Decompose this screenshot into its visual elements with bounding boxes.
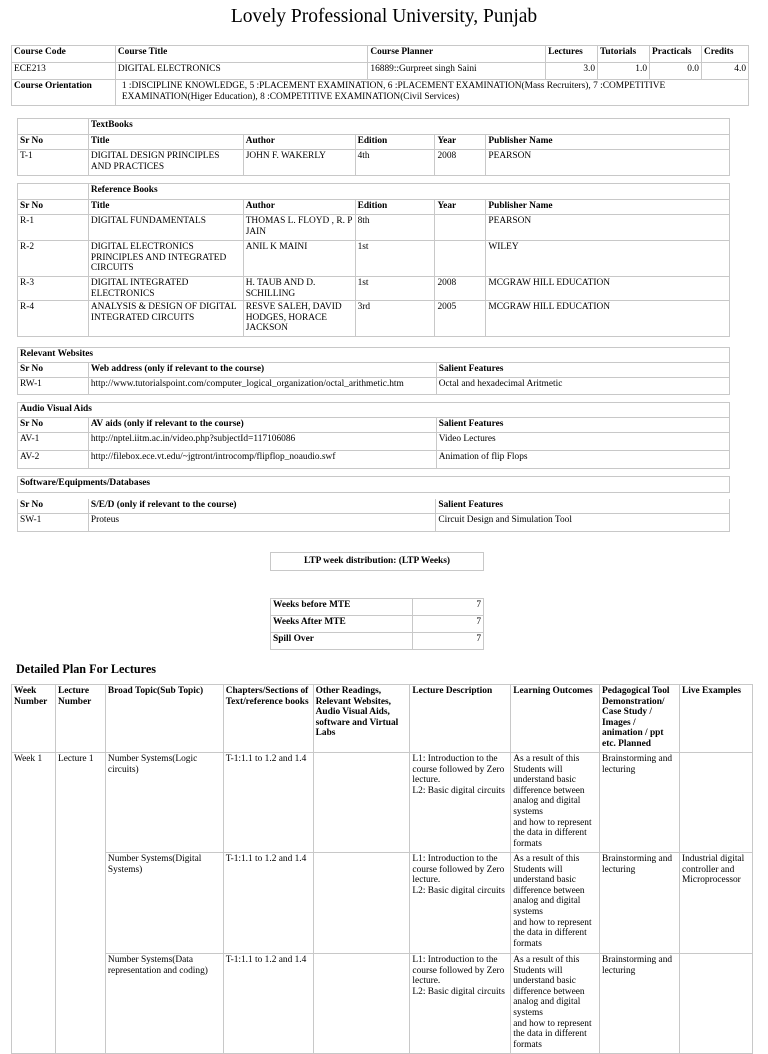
- av-features: Animation of flip Flops: [436, 451, 729, 469]
- plan-readings: [313, 954, 410, 1054]
- header-practicals: Practicals: [650, 46, 702, 63]
- book-edition: 4th: [355, 150, 435, 176]
- plan-chapters: T-1:1.1 to 1.2 and 1.4: [223, 954, 313, 1054]
- plan-header-outcomes: Learning Outcomes: [511, 685, 600, 753]
- plan-header-lecture: Lecture Number: [55, 685, 105, 753]
- plan-tool: Brainstorming and lecturing: [600, 753, 680, 853]
- plan-tool: Brainstorming and lecturing: [600, 954, 680, 1054]
- book-year: 2008: [435, 277, 486, 301]
- rb-header-sr: Sr No: [18, 200, 89, 215]
- sw-header-address: S/E/D (only if relevant to the course): [88, 499, 435, 514]
- weeks-after-mte-value: 7: [413, 616, 484, 633]
- av-aids-label: Audio Visual Aids: [18, 403, 730, 418]
- plan-header-week: Week Number: [12, 685, 56, 753]
- tb-header-author: Author: [243, 135, 355, 150]
- ltp-title-table: [270, 552, 484, 571]
- book-edition: 1st: [355, 277, 435, 301]
- web-header-address: Web address (only if relevant to the course): [88, 363, 436, 378]
- tb-header-year: Year: [435, 135, 486, 150]
- plan-tool: Brainstorming and lecturing: [600, 853, 680, 954]
- course-planner: 16889::Gurpreet singh Saini: [368, 63, 546, 80]
- av-address-link: http://filebox.ece.vt.edu/~jgtront/introcomp/flipflop_noaudio.swf: [88, 451, 436, 469]
- table-row: [18, 451, 730, 469]
- rb-header-year: Year: [435, 200, 486, 215]
- plan-header-examples: Live Examples: [679, 685, 752, 753]
- book-sr: R-4: [18, 301, 89, 337]
- table-row: [18, 301, 730, 337]
- ltp-title: LTP week distribution: (LTP Weeks): [271, 553, 484, 571]
- table-row: [18, 433, 730, 451]
- lectures-value: 3.0: [546, 63, 598, 80]
- book-edition: 1st: [355, 241, 435, 277]
- plan-topic: Number Systems(Data representation and coding): [105, 954, 223, 1054]
- header-course-planner: Course Planner: [368, 46, 546, 63]
- book-year: [435, 241, 486, 277]
- plan-outcomes: As a result of this Students will understand basic difference between analog and digital systems and how to represent the data in different formats: [511, 753, 600, 853]
- book-sr: R-3: [18, 277, 89, 301]
- plan-lecture: Lecture 1: [55, 753, 105, 1054]
- lecture-plan-table: [11, 684, 753, 1054]
- book-sr: R-1: [18, 215, 89, 241]
- plan-description: L1: Introduction to the course followed by Zero lecture. L2: Basic digital circuits: [410, 853, 511, 954]
- plan-week: Week 1: [12, 753, 56, 1054]
- plan-examples: [679, 954, 752, 1054]
- plan-header-readings: Other Readings, Relevant Websites, Audio Visual Aids, software and Virtual Labs: [313, 685, 410, 753]
- websites-label: Relevant Websites: [18, 348, 730, 363]
- sw-features: Circuit Design and Simulation Tool: [436, 514, 730, 532]
- ltp-weeks-table: [270, 598, 484, 650]
- spill-over-value: 7: [413, 633, 484, 650]
- weeks-after-mte-label: Weeks After MTE: [271, 616, 413, 633]
- book-year: [435, 215, 486, 241]
- book-publisher: MCGRAW HILL EDUCATION: [486, 277, 730, 301]
- plan-readings: [313, 753, 410, 853]
- web-address-link: http://www.tutorialspoint.com/computer_logical_organization/octal_arithmetic.htm: [88, 378, 436, 395]
- table-row: [18, 514, 730, 532]
- credits-value: 4.0: [701, 63, 748, 80]
- table-row: [12, 954, 753, 1054]
- course-code: ECE213: [12, 63, 116, 80]
- table-row: [12, 853, 753, 954]
- table-row: [18, 215, 730, 241]
- table-row: [18, 150, 730, 176]
- table-row: [18, 277, 730, 301]
- websites-table: [17, 347, 730, 469]
- plan-header-tool: Pedagogical Tool Demonstration/ Case Study / Images / animation / ppt etc. Planned: [600, 685, 680, 753]
- sw-sr: SW-1: [18, 514, 89, 532]
- lecture-plan-heading: Detailed Plan For Lectures: [16, 662, 157, 676]
- page-title: Lovely Professional University, Punjab: [230, 6, 538, 27]
- plan-topic: Number Systems(Digital Systems): [105, 853, 223, 954]
- course-title: DIGITAL ELECTRONICS: [115, 63, 368, 80]
- textbooks-label: TextBooks: [88, 119, 729, 135]
- tb-header-edition: Edition: [355, 135, 435, 150]
- rb-header-author: Author: [243, 200, 355, 215]
- header-course-code: Course Code: [12, 46, 116, 63]
- rb-header-edition: Edition: [355, 200, 435, 215]
- tb-header-sr: Sr No: [18, 135, 89, 150]
- av-address-link: http://nptel.iitm.ac.in/video.php?subjectId=117106086: [88, 433, 436, 451]
- book-title: ANALYSIS & DESIGN OF DIGITAL INTEGRATED CIRCUITS: [88, 301, 243, 337]
- plan-outcomes: As a result of this Students will understand basic difference between analog and digital systems and how to represent the data in different formats: [511, 853, 600, 954]
- book-title: DIGITAL DESIGN PRINCIPLES AND PRACTICES: [88, 150, 243, 176]
- book-author: H. TAUB AND D. SCHILLING: [243, 277, 355, 301]
- table-row: [18, 241, 730, 277]
- plan-header-description: Lecture Description: [410, 685, 511, 753]
- book-author: RESVE SALEH, DAVID HODGES, HORACE JACKSON: [243, 301, 355, 337]
- plan-header-chapters: Chapters/Sections of Text/reference books: [223, 685, 313, 753]
- book-author: THOMAS L. FLOYD , R. P JAIN: [243, 215, 355, 241]
- tb-header-publisher: Publisher Name: [486, 135, 730, 150]
- plan-description: L1: Introduction to the course followed by Zero lecture. L2: Basic digital circuits: [410, 954, 511, 1054]
- table-row: [12, 753, 753, 853]
- weeks-before-mte-label: Weeks before MTE: [271, 599, 413, 616]
- course-info-table: [11, 45, 749, 106]
- book-publisher: MCGRAW HILL EDUCATION: [486, 301, 730, 337]
- software-table: [17, 476, 730, 532]
- av-header-address: AV aids (only if relevant to the course): [88, 418, 436, 433]
- book-author: JOHN F. WAKERLY: [243, 150, 355, 176]
- book-edition: 3rd: [355, 301, 435, 337]
- tb-header-title: Title: [88, 135, 243, 150]
- plan-examples: [679, 753, 752, 853]
- plan-chapters: T-1:1.1 to 1.2 and 1.4: [223, 753, 313, 853]
- plan-topic: Number Systems(Logic circuits): [105, 753, 223, 853]
- software-label: Software/Equipments/Databases: [18, 477, 730, 493]
- course-orientation-label: Course Orientation: [12, 80, 116, 106]
- av-features: Video Lectures: [436, 433, 729, 451]
- weeks-before-mte-value: 7: [413, 599, 484, 616]
- web-sr: RW-1: [18, 378, 89, 395]
- av-header-features: Salient Features: [436, 418, 729, 433]
- header-course-title: Course Title: [115, 46, 368, 63]
- reference-books-label: Reference Books: [88, 184, 729, 200]
- book-year: 2008: [435, 150, 486, 176]
- header-tutorials: Tutorials: [598, 46, 650, 63]
- web-features: Octal and hexadecimal Aritmetic: [436, 378, 729, 395]
- av-sr: AV-1: [18, 433, 89, 451]
- book-title: DIGITAL INTEGRATED ELECTRONICS: [88, 277, 243, 301]
- book-sr: R-2: [18, 241, 89, 277]
- header-lectures: Lectures: [546, 46, 598, 63]
- av-header-sr: Sr No: [18, 418, 89, 433]
- web-header-sr: Sr No: [18, 363, 89, 378]
- course-orientation: 1 :DISCIPLINE KNOWLEDGE, 5 :PLACEMENT EXAMINATION, 6 :PLACEMENT EXAMINATION(Mass Recruiters), 7 :COMPETITIVE EXAMINATION(Higer Education), 8 :COMPETITIVE EXAMINATION(Civil Services): [115, 80, 748, 106]
- rb-header-publisher: Publisher Name: [486, 200, 730, 215]
- table-row: [18, 378, 730, 395]
- book-sr: T-1: [18, 150, 89, 176]
- plan-outcomes: As a result of this Students will understand basic difference between analog and digital systems and how to represent the data in different formats: [511, 954, 600, 1054]
- rb-header-title: Title: [88, 200, 243, 215]
- plan-readings: [313, 853, 410, 954]
- plan-description: L1: Introduction to the course followed by Zero lecture. L2: Basic digital circuits: [410, 753, 511, 853]
- spill-over-label: Spill Over: [271, 633, 413, 650]
- web-header-features: Salient Features: [436, 363, 729, 378]
- book-title: DIGITAL ELECTRONICS PRINCIPLES AND INTEGRATED CIRCUITS: [88, 241, 243, 277]
- book-author: ANIL K MAINI: [243, 241, 355, 277]
- plan-chapters: T-1:1.1 to 1.2 and 1.4: [223, 853, 313, 954]
- books-table: [17, 118, 730, 337]
- practicals-value: 0.0: [650, 63, 702, 80]
- book-publisher: PEARSON: [486, 150, 730, 176]
- sw-header-sr: Sr No: [18, 499, 89, 514]
- book-publisher: PEARSON: [486, 215, 730, 241]
- sw-name: Proteus: [88, 514, 435, 532]
- sw-header-features: Salient Features: [436, 499, 730, 514]
- book-title: DIGITAL FUNDAMENTALS: [88, 215, 243, 241]
- book-edition: 8th: [355, 215, 435, 241]
- plan-examples: Industrial digital controller and Microprocessor: [679, 853, 752, 954]
- tutorials-value: 1.0: [598, 63, 650, 80]
- book-publisher: WILEY: [486, 241, 730, 277]
- book-year: 2005: [435, 301, 486, 337]
- av-sr: AV-2: [18, 451, 89, 469]
- header-credits: Credits: [701, 46, 748, 63]
- plan-header-topic: Broad Topic(Sub Topic): [105, 685, 223, 753]
